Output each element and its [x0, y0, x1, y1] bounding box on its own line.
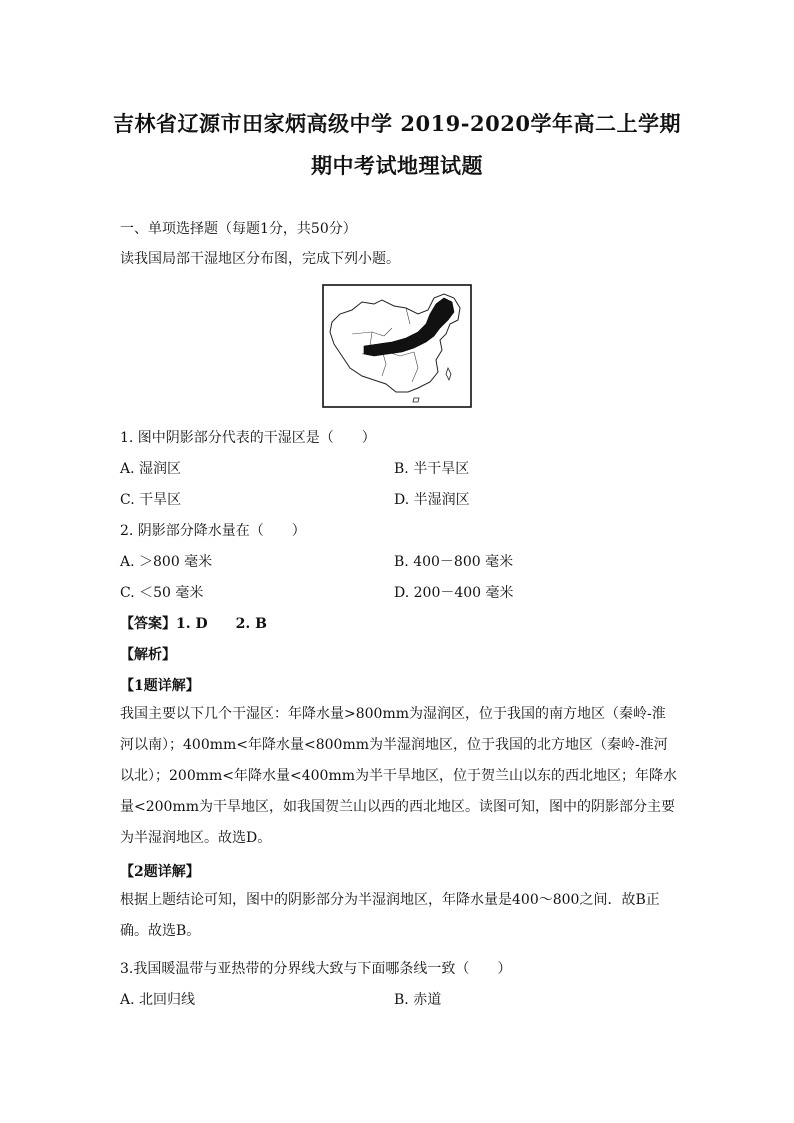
detail-2-heading: 【2题详解】 — [120, 864, 200, 880]
question-2-option-c: C. ＜50 毫米 — [120, 585, 204, 601]
question-1-option-c: C. 干旱区 — [120, 492, 182, 508]
question-3-stem: 3.我国暖温带与亚热带的分界线大致与下面哪条线一致（ ） — [120, 961, 512, 977]
question-3-option-b: B. 赤道 — [394, 992, 442, 1008]
question-2-option-b: B. 400－800 毫米 — [394, 554, 514, 570]
answer-line: 【答案】1. D 2. B — [120, 616, 267, 632]
question-2-option-a: A. ＞800 毫米 — [120, 554, 213, 570]
document-title-line1: 吉林省辽源市田家炳高级中学 2019-2020学年高二上学期 — [113, 111, 681, 136]
detail-1-heading: 【1题详解】 — [120, 678, 200, 694]
question-1-stem: 1. 图中阴影部分代表的干湿区是（ ） — [120, 430, 376, 446]
question-intro: 读我国局部干湿地区分布图，完成下列小题。 — [120, 251, 400, 267]
section-heading: 一、单项选择题（每题1分，共50分） — [120, 221, 357, 237]
question-2-option-d: D. 200－400 毫米 — [394, 585, 514, 601]
detail-2-text: 根据上题结论可知，图中的阴影部分为半湿润地区，年降水量是400～800之间．故B正确。故选B。 — [120, 892, 660, 939]
document-title-line2: 期中考试地理试题 — [311, 153, 483, 178]
analysis-heading: 【解析】 — [120, 647, 176, 663]
question-1-option-b: B. 半干旱区 — [394, 461, 470, 477]
question-3-option-a: A. 北回归线 — [120, 992, 196, 1008]
china-dry-wet-region-map — [322, 284, 472, 408]
question-2-stem: 2. 阴影部分降水量在（ ） — [120, 523, 306, 539]
detail-1-text: 我国主要以下几个干湿区：年降水量>800mm为湿润区，位于我国的南方地区（秦岭-淮河以南）；400mm<年降水量<800mm为半湿润地区，位于我国的北方地区（秦岭-淮河以北）；200mm<年降水量<400mm为半干旱地区，位于贺兰山以东的西北地区；年降水量<200mm为干旱地区，如我国贺兰山以西的西北地区。读图可知，图中的阴影部分主要为半湿润地区。故选D。 — [120, 706, 678, 846]
question-1-option-a: A. 湿润区 — [120, 461, 182, 477]
question-1-option-d: D. 半湿润区 — [394, 492, 470, 508]
